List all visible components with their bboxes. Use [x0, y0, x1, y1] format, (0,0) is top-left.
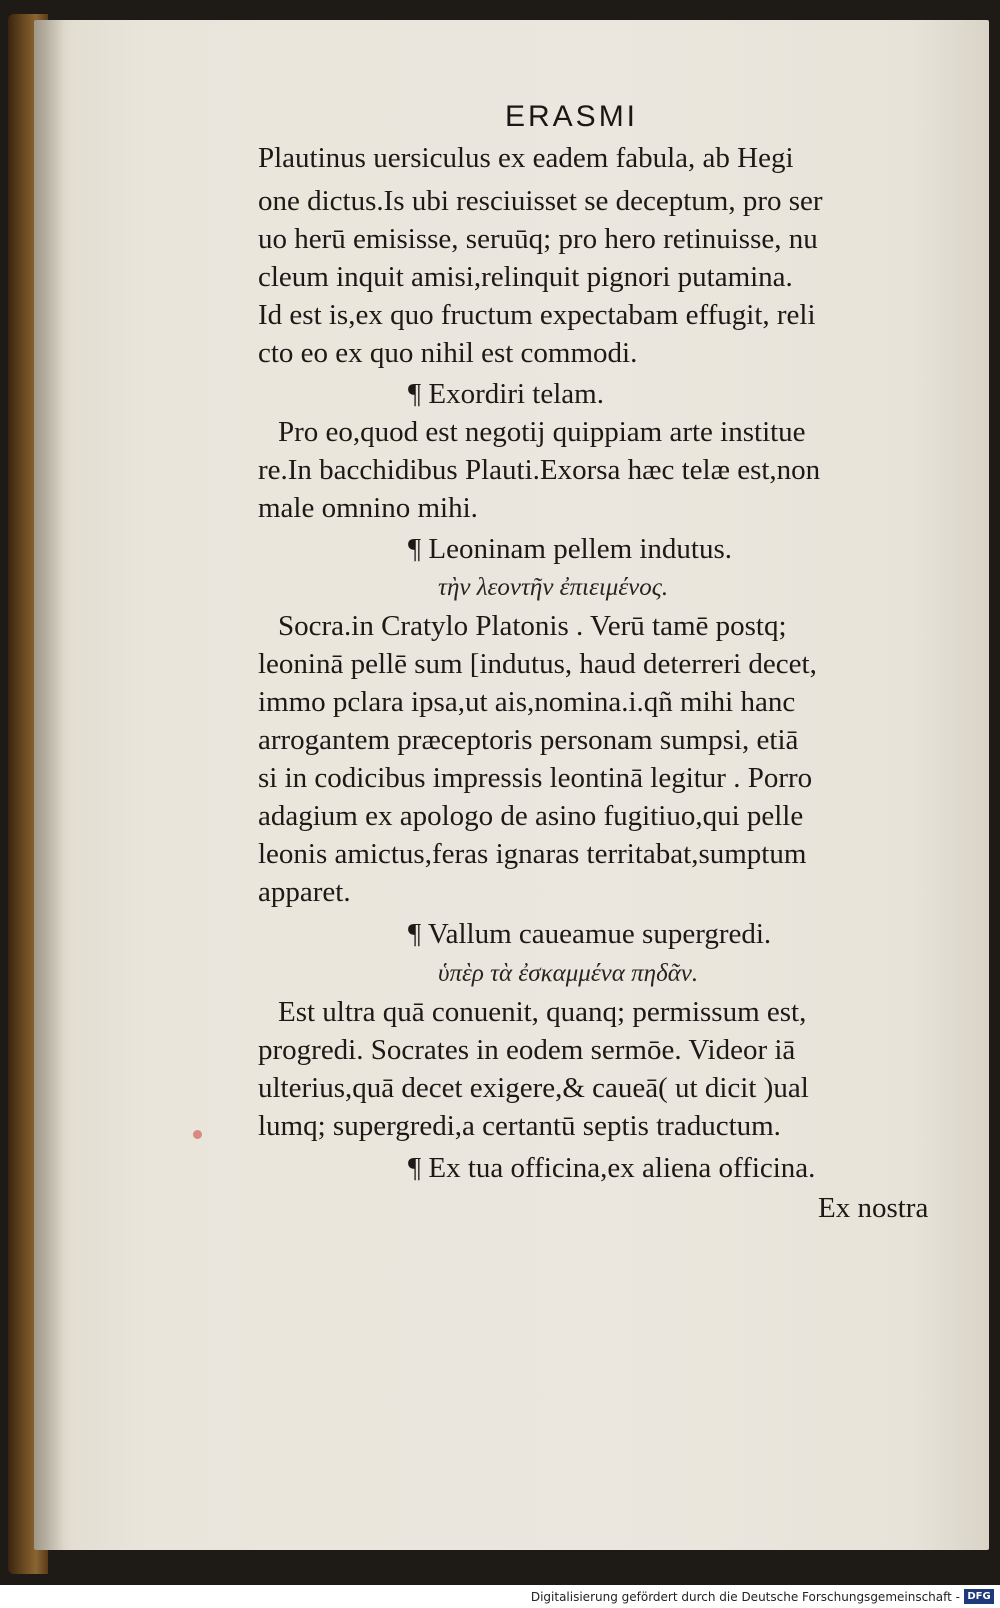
running-head: ERASMI: [505, 100, 639, 133]
text-line: Est ultra quā conuenit, quanq; permissum est,: [278, 996, 807, 1028]
text-line: lumq; supergredi,a certantū septis traductum.: [258, 1110, 781, 1142]
text-line: apparet.: [258, 876, 351, 908]
section-heading: ¶ Leoninam pellem indutus.: [408, 533, 733, 565]
page-stain: [193, 1130, 202, 1139]
text-line: leoninā pellē sum [indutus, haud deterreri decet,: [258, 648, 817, 680]
gutter-shadow: [34, 20, 64, 1550]
text-line: immo pclara ipsa,ut ais,nomina.i.qñ mihi hanc: [258, 686, 796, 718]
text-line: re.In bacchidibus Plauti.Exorsa hæc telæ est,non: [258, 454, 821, 486]
text-line: one dictus.Is ubi resciuisset se deceptum, pro ser: [258, 185, 823, 217]
text-line: arrogantem præceptoris personam sumpsi, etiā: [258, 724, 799, 756]
dfg-logo: DFG: [964, 1589, 994, 1604]
text-line: si in codicibus impressis leontinā legitur . Porro: [258, 762, 813, 794]
text-line: Socra.in Cratylo Platonis . Verū tamē postq;: [278, 610, 787, 642]
text-line: uo herū emisisse, seruūq; pro hero retinuisse, nu: [258, 223, 818, 255]
text-line: Id est is,ex quo fructum expectabam effugit, reli: [258, 299, 816, 331]
section-heading: ¶ Vallum caueamue supergredi.: [408, 918, 772, 950]
text-line: Pro eo,quod est negotij quippiam arte institue: [278, 416, 806, 448]
text-line: adagium ex apologo de asino fugitiuo,qui pelle: [258, 800, 804, 832]
text-line: leonis amictus,feras ignaras territabat,sumptum: [258, 838, 807, 870]
greek-line: τὴν λεοντῆν ἐπιειμένος.: [438, 574, 669, 601]
footer-credit: Digitalisierung gefördert durch die Deutsche Forschungsgemeinschaft -: [530, 1590, 960, 1604]
text-line: cto eo ex quo nihil est commodi.: [258, 337, 638, 369]
section-heading: ¶ Ex tua officina,ex aliena officina.: [408, 1152, 816, 1184]
text-line: ulterius,quā decet exigere,& caueā( ut dicit )ual: [258, 1072, 809, 1104]
text-line: progredi. Socrates in eodem sermōe. Videor iā: [258, 1034, 796, 1066]
section-heading: ¶ Exordiri telam.: [408, 378, 604, 410]
greek-line: ὑπὲρ τὰ ἐσκαμμένα πηδᾶν.: [438, 960, 699, 987]
text-line: male omnino mihi.: [258, 492, 478, 524]
text-line: Plautinus uersiculus ex eadem fabula, ab Hegi: [258, 142, 794, 174]
text-line: cleum inquit amisi,relinquit pignori putamina.: [258, 261, 793, 293]
catchword: Ex nostra: [818, 1192, 929, 1224]
